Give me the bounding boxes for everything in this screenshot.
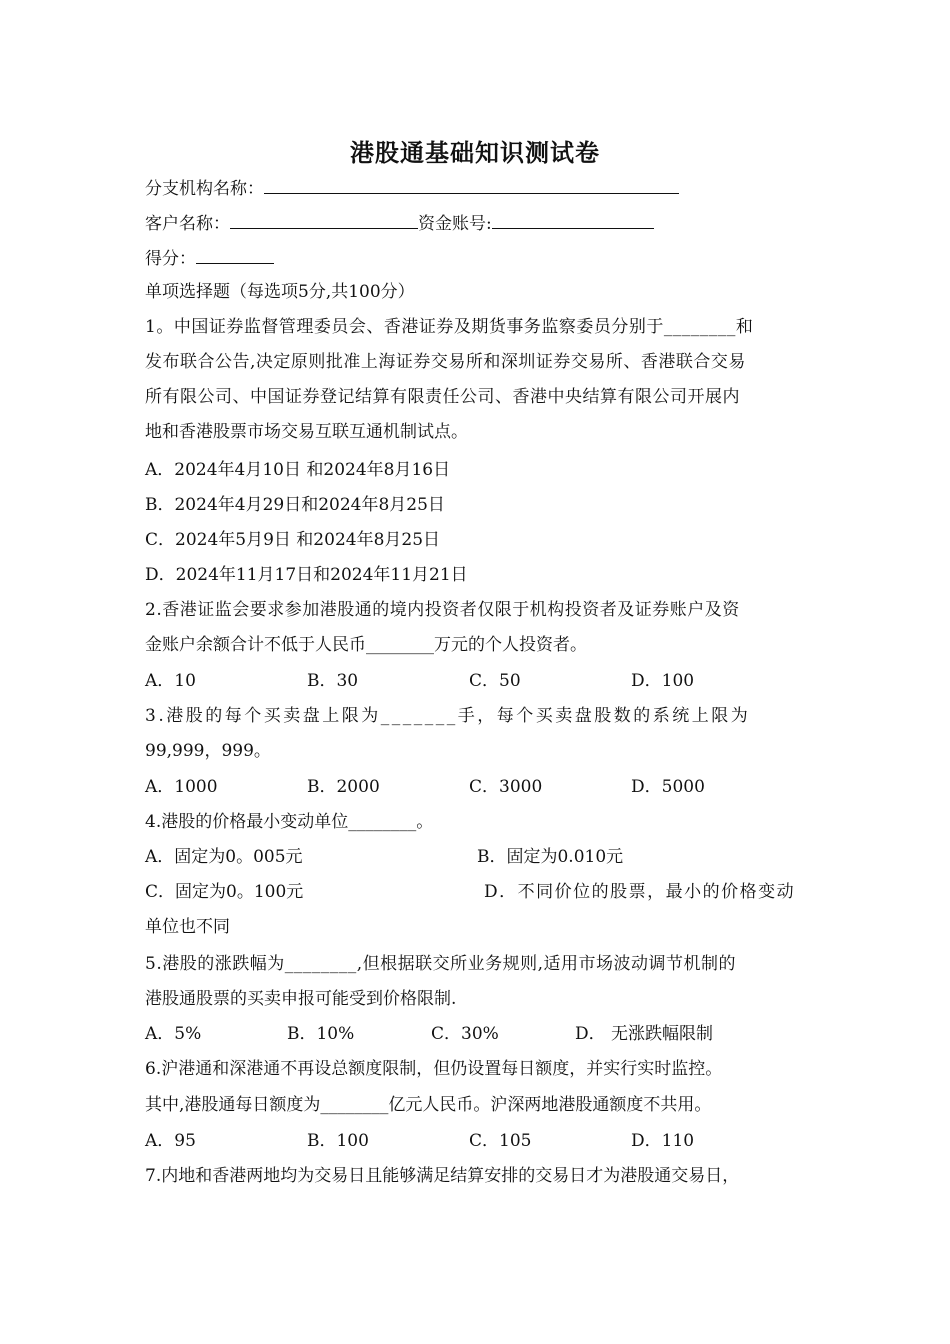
question-4-option-d[interactable]: D．不同价位的股票，最小的价格变动 <box>484 882 796 902</box>
question-2-line-2: 金账户余额合计不低于人民币________万元的个人投资者。 <box>145 635 587 655</box>
question-5-option-d[interactable]: D． 无涨跌幅限制 <box>575 1024 714 1044</box>
question-1-option-a[interactable]: A．2024年4月10日 和2024年8月16日 <box>145 460 451 480</box>
question-6-line-2: 其中,港股通每日额度为________亿元人民币。沪深两地港股通额度不共用。 <box>145 1095 712 1115</box>
account-label: 资金账号: <box>418 214 492 234</box>
question-6-option-b[interactable]: B．100 <box>307 1131 369 1151</box>
client-blank[interactable] <box>230 210 418 229</box>
branch-blank[interactable] <box>264 175 679 194</box>
question-5-option-c[interactable]: C．30% <box>431 1024 499 1044</box>
client-row <box>145 210 654 236</box>
question-2-option-c[interactable]: C．50 <box>469 671 521 691</box>
question-4-option-c[interactable]: C．固定为0。100元 <box>145 882 304 902</box>
question-1-option-b[interactable]: B．2024年4月29日和2024年8月25日 <box>145 495 445 515</box>
branch-label: 分支机构名称： <box>145 179 264 199</box>
question-1-option-c[interactable]: C．2024年5月9日 和2024年8月25日 <box>145 530 441 550</box>
question-1-option-d[interactable]: D．2024年11月17日和2024年11月21日 <box>145 565 468 585</box>
score-blank[interactable] <box>196 245 274 264</box>
branch-row <box>145 175 679 201</box>
question-4-line-1: 4.港股的价格最小变动单位________。 <box>145 812 434 832</box>
account-blank[interactable] <box>492 210 654 229</box>
question-4-option-a[interactable]: A．固定为0。005元 <box>145 847 303 867</box>
question-2-option-d[interactable]: D．100 <box>631 671 695 691</box>
question-6-option-c[interactable]: C．105 <box>469 1131 532 1151</box>
client-label: 客户名称： <box>145 214 230 234</box>
question-6-option-d[interactable]: D．110 <box>631 1131 695 1151</box>
question-3-line-1: 3.港股的每个买卖盘上限为_______手，每个买卖盘股数的系统上限为 <box>145 706 751 726</box>
question-3-line-2: 99,999，999。 <box>145 741 271 761</box>
question-2-option-b[interactable]: B．30 <box>307 671 359 691</box>
question-4-option-d-cont: 单位也不同 <box>145 917 230 937</box>
question-1-line-2: 发布联合公告,决定原则批准上海证券交易所和深圳证券交易所、香港联合交易 <box>145 352 746 372</box>
question-1-line-1: 1。中国证券监督管理委员会、香港证券及期货事务监察委员分别于________和 <box>145 317 754 337</box>
question-5-option-a[interactable]: A．5% <box>145 1024 202 1044</box>
question-3-option-d[interactable]: D．5000 <box>631 777 705 797</box>
score-label: 得分： <box>145 249 196 269</box>
section-title: 单项选择题（每选项5分,共100分） <box>145 282 415 302</box>
page-title: 港股通基础知识测试卷 <box>350 139 600 167</box>
question-7-line-1: 7.内地和香港两地均为交易日且能够满足结算安排的交易日才为港股通交易日， <box>145 1166 740 1186</box>
question-6-option-a[interactable]: A．95 <box>145 1131 196 1151</box>
question-1-line-4: 地和香港股票市场交易互联互通机制试点。 <box>145 422 468 442</box>
question-4-option-b[interactable]: B．固定为0.010元 <box>477 847 624 867</box>
score-row <box>145 245 274 271</box>
question-3-option-a[interactable]: A．1000 <box>145 777 218 797</box>
question-5-line-2: 港股通股票的买卖申报可能受到价格限制. <box>145 989 457 1009</box>
question-6-line-1: 6.沪港通和深港通不再设总额度限制，但仍设置每日额度，并实行实时监控。 <box>145 1059 723 1079</box>
question-2-option-a[interactable]: A．10 <box>145 671 196 691</box>
question-2-line-1: 2.香港证监会要求参加港股通的境内投资者仅限于机构投资者及证券账户及资 <box>145 600 740 620</box>
question-3-option-c[interactable]: C．3000 <box>469 777 543 797</box>
question-5-option-b[interactable]: B．10% <box>287 1024 355 1044</box>
question-5-line-1: 5.港股的涨跌幅为________,但根据联交所业务规则,适用市场波动调节机制的 <box>145 954 737 974</box>
question-3-option-b[interactable]: B．2000 <box>307 777 380 797</box>
question-1-line-3: 所有限公司、中国证券登记结算有限责任公司、香港中央结算有限公司开展内 <box>145 387 740 407</box>
